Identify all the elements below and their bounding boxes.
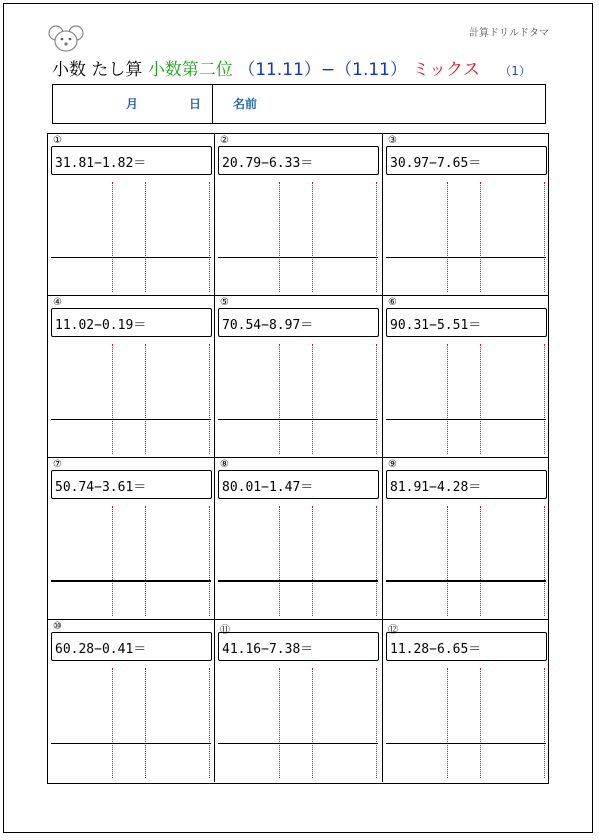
problem-expression: 11.02−0.19＝ <box>55 318 147 333</box>
problem-number: ⑪ <box>220 625 230 636</box>
problem-expression: 70.54−8.97＝ <box>222 318 314 333</box>
digit-guide-line <box>376 344 377 454</box>
problem-expression: 80.01−1.47＝ <box>222 480 314 495</box>
problem-cell <box>383 620 548 782</box>
digit-guide-line <box>112 182 113 292</box>
problem-expression: 60.28−0.41＝ <box>55 642 147 657</box>
answer-line <box>218 257 378 258</box>
digit-guide-line <box>480 182 481 292</box>
problem-cell <box>215 296 383 458</box>
answer-line <box>386 743 546 744</box>
problem-expression: 31.81−1.82＝ <box>55 156 147 171</box>
month-label: 月 <box>126 97 139 111</box>
problem-expression: 41.16−7.38＝ <box>222 642 314 657</box>
problem-expression: 20.79−6.33＝ <box>222 156 314 171</box>
problem-expression: 30.97−7.65＝ <box>390 156 482 171</box>
problem-cell <box>48 134 215 296</box>
problem-expression-box <box>51 632 212 661</box>
digit-guide-line <box>145 344 146 454</box>
problem-number: ⑦ <box>53 459 62 470</box>
answer-line <box>218 419 378 420</box>
digit-guide-line <box>544 668 545 778</box>
digit-guide-line <box>279 506 280 616</box>
digit-guide-line <box>376 668 377 778</box>
problem-number: ② <box>220 135 229 146</box>
answer-line <box>51 257 211 258</box>
digit-guide-line <box>112 344 113 454</box>
digit-guide-line <box>376 182 377 292</box>
digit-guide-line <box>480 506 481 616</box>
day-label: 日 <box>189 97 202 111</box>
digit-guide-line <box>312 668 313 778</box>
title-part-decimal-place: 小数第二位 <box>147 60 233 80</box>
problem-expression-box <box>51 308 212 337</box>
problem-expression-box <box>218 146 379 175</box>
digit-guide-line <box>544 182 545 292</box>
problem-number: ③ <box>388 135 397 146</box>
title-part-format: （11.11）−（1.11） <box>238 60 407 80</box>
digit-guide-line <box>209 506 210 616</box>
problem-number: ⑨ <box>388 459 397 470</box>
problem-number: ⑫ <box>388 625 398 636</box>
digit-guide-line <box>544 344 545 454</box>
problem-number: ⑤ <box>220 297 229 308</box>
problem-expression-box <box>51 470 212 499</box>
problem-expression: 50.74−3.61＝ <box>55 480 147 495</box>
digit-guide-line <box>209 344 210 454</box>
digit-guide-line <box>279 344 280 454</box>
problem-expression: 81.91−4.28＝ <box>390 480 482 495</box>
problem-expression-box <box>218 632 379 661</box>
digit-guide-line <box>447 344 448 454</box>
mouse-logo-icon <box>47 25 85 53</box>
answer-line <box>386 257 546 258</box>
problem-number: ⑥ <box>388 297 397 308</box>
title-part-addition: 小数 たし算 <box>52 60 143 80</box>
digit-guide-line <box>480 668 481 778</box>
answer-line <box>51 743 211 744</box>
digit-guide-line <box>279 668 280 778</box>
name-label: 名前 <box>233 97 258 111</box>
problem-expression-box <box>386 146 547 175</box>
digit-guide-line <box>145 182 146 292</box>
problem-expression: 11.28−6.65＝ <box>390 642 482 657</box>
problem-number: ⑩ <box>53 621 62 632</box>
problem-expression-box <box>386 470 547 499</box>
problem-cell <box>215 134 383 296</box>
problem-cell <box>215 458 383 620</box>
title-sheet-number: （1） <box>499 64 531 78</box>
answer-line <box>386 580 546 582</box>
digit-guide-line <box>447 182 448 292</box>
digit-guide-line <box>209 182 210 292</box>
digit-guide-line <box>112 668 113 778</box>
title-part-mix: ミックス <box>412 60 480 80</box>
problem-grid <box>47 133 549 784</box>
problem-cell <box>383 458 548 620</box>
problem-number: ① <box>53 135 62 146</box>
problem-number: ④ <box>53 297 62 308</box>
brand-label: 計算ドリルドタマ <box>469 28 549 39</box>
namebox-divider <box>212 85 213 123</box>
problem-cell <box>48 458 215 620</box>
problem-cell <box>48 620 215 782</box>
answer-line <box>218 580 378 582</box>
answer-line <box>51 419 211 420</box>
digit-guide-line <box>279 182 280 292</box>
problem-expression-box <box>386 632 547 661</box>
digit-guide-line <box>447 506 448 616</box>
digit-guide-line <box>312 182 313 292</box>
answer-line <box>218 743 378 744</box>
digit-guide-line <box>145 506 146 616</box>
digit-guide-line <box>145 668 146 778</box>
digit-guide-line <box>480 344 481 454</box>
date-name-box <box>52 84 546 124</box>
answer-line <box>51 580 211 582</box>
digit-guide-line <box>312 506 313 616</box>
problem-cell <box>383 134 548 296</box>
answer-line <box>386 419 546 420</box>
digit-guide-line <box>447 668 448 778</box>
problem-cell <box>215 620 383 782</box>
problem-cell <box>383 296 548 458</box>
digit-guide-line <box>544 506 545 616</box>
digit-guide-line <box>376 506 377 616</box>
problem-expression-box <box>51 146 212 175</box>
problem-expression-box <box>218 308 379 337</box>
digit-guide-line <box>209 668 210 778</box>
problem-cell <box>48 296 215 458</box>
problem-expression: 90.31−5.51＝ <box>390 318 482 333</box>
digit-guide-line <box>312 344 313 454</box>
problem-expression-box <box>386 308 547 337</box>
worksheet-title <box>52 58 531 83</box>
problem-expression-box <box>218 470 379 499</box>
digit-guide-line <box>112 506 113 616</box>
problem-number: ⑧ <box>220 459 229 470</box>
